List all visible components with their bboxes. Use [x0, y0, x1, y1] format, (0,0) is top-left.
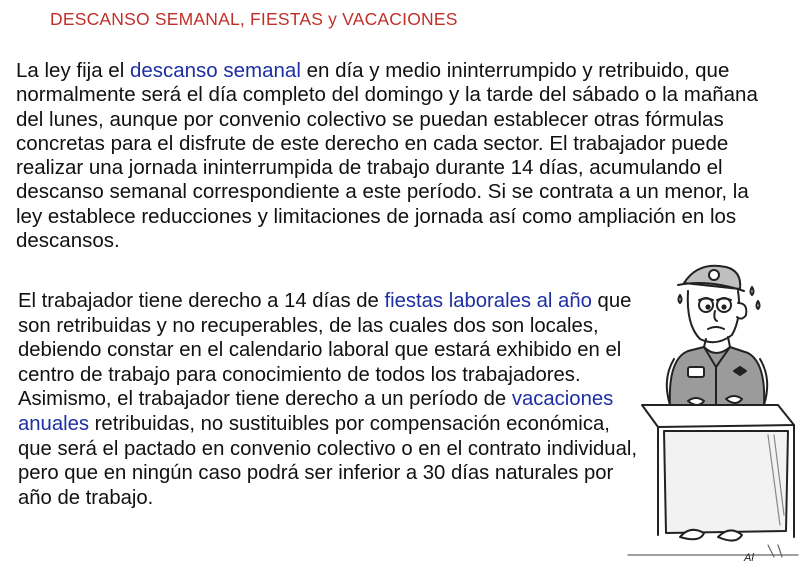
- tired-worker-at-desk-cartoon-icon: [618, 255, 800, 570]
- paragraph-text: El trabajador tiene derecho a 14 días de: [18, 290, 385, 312]
- paragraph-text: Asimismo, el trabajador tiene derecho a un período de: [18, 388, 512, 411]
- document-title: DESCANSO SEMANAL, FIESTAS y VACACIONES: [50, 9, 458, 29]
- paragraph-text: que son retribuidas y no recuperables, de las cuales dos son locales, debiendo constar en el calendario laboral que estará exhibido en el centro de trabajo para conocimiento de todos los trabajadores.: [18, 290, 632, 386]
- highlight-fiestas-laborales: fiestas laborales al año: [384, 290, 592, 312]
- paragraph-text: en día y medio ininterrumpido y retribuido, que normalmente será el día completo del domingo y la tarde del sábado o la mañana del lunes, aunque por convenio colectivo se puedan establecer otras fórmulas concretas para el disfrute de este derecho en cada sector. El trabajador puede realizar una jornada ininterrumpida de trabajo durante 14 días, acumulando el descanso semanal correspondiente a este período. Si se contrata a un menor, la ley establece reducciones y limitaciones de jornada así como ampliación en los descansos.: [16, 59, 758, 253]
- artist-signature: Al: [744, 552, 754, 564]
- paragraph-text: retribuidas, no sustituibles por compensación económica, que será el pactado en convenio colectivo o en el contrato individual, pero que en ningún caso podrá ser inferior a 30 días naturales por año de trabajo.: [18, 412, 637, 509]
- paragraph-fiestas-vacaciones: [18, 289, 638, 510]
- paragraph-descanso-semanal: [16, 59, 776, 253]
- highlight-descanso-semanal: descanso semanal: [129, 59, 301, 82]
- paragraph-text: La ley fija el: [16, 59, 130, 82]
- highlight-vacaciones-anuales: vacaciones anuales: [18, 388, 614, 435]
